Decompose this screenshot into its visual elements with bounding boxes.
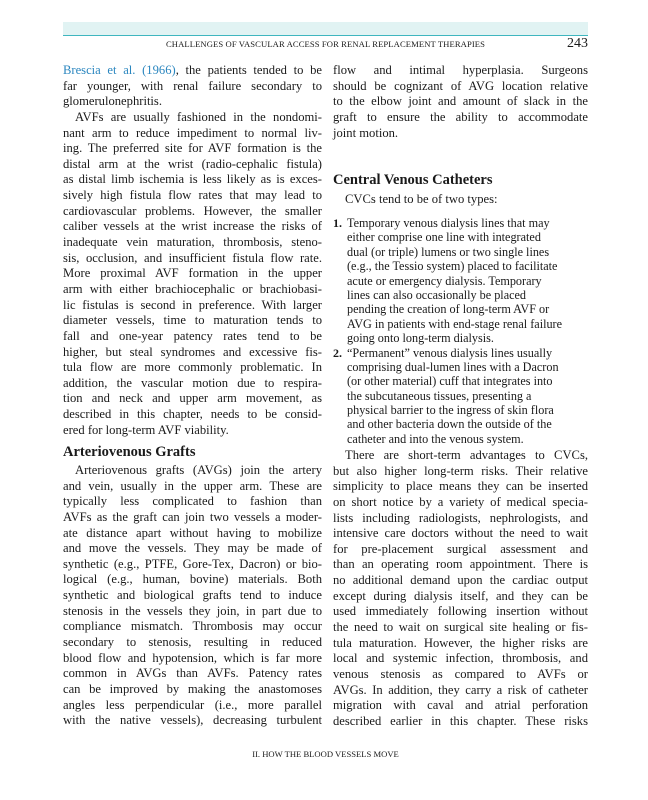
list-item-line: acute or emergency dialysis. Temporary: [347, 273, 542, 288]
text-line: synthetic and biological grafts tend to induce: [63, 588, 322, 603]
text-line: for pre-placement surgical assessment and: [333, 541, 588, 556]
text-line: common in AVGs than AVFs. Patency rates: [63, 666, 322, 681]
text-line: joint motion.: [333, 125, 399, 140]
cvc-risks-text: [333, 448, 588, 730]
text-line: compliance mismatch. Thrombosis may occur: [63, 619, 322, 634]
text-line: described in this chapter, needs to be consid-: [63, 407, 322, 422]
text-line: lic fistulas is second in preference. With larger: [63, 297, 322, 312]
text-line: caliber vessels at the wrist increase the risks of: [63, 219, 322, 234]
text-line: sis, occlusion, and insufficient fistula flow rate.: [63, 250, 322, 265]
text-line: higher, but steal syndromes and excessive fis-: [63, 344, 322, 359]
text-line: except during dialysis itself, and they can be: [333, 588, 588, 603]
list-item-line: going onto long-term dialysis.: [347, 331, 494, 346]
section-heading-arteriovenous-grafts: Arteriovenous Grafts: [63, 444, 196, 460]
list-item-line: physical barrier to the ingress of skin flora: [347, 403, 554, 418]
list-item-line: pending the creation of long-term AVF or: [347, 302, 550, 317]
text-line: blood flow and hypotension, which is far more: [63, 650, 322, 665]
text-line: AVFs are usually fashioned in the nondomi-: [75, 109, 322, 124]
text-line: glomerulonephritis.: [63, 94, 162, 109]
text-line: Arteriovenous grafts (AVGs) join the artery: [75, 463, 322, 477]
list-number: 2.: [333, 345, 342, 360]
list-item-line: (e.g., the Tessio system) placed to facilitate: [347, 259, 558, 274]
list-item: [333, 346, 588, 447]
text-line: [63, 63, 322, 79]
text-line: distal arm at the wrist (radio-cephalic fistula): [63, 156, 322, 171]
text-line: synthetic (e.g., PTFE, Gore-Tex, Dacron) or bio-: [63, 556, 322, 571]
text-line: the need to wait on surgical site healing or fis-: [333, 620, 588, 635]
list-item-line: lines can also occasionally be placed: [347, 287, 527, 302]
text-line: and move the vessels. They may be made of: [63, 541, 322, 556]
text-line: inadequate vein maturation, thrombosis, steno-: [63, 235, 322, 250]
text-line: There are short-term advantages to CVCs,: [345, 448, 588, 462]
text-line: but also higher long-term risks. Their relative: [333, 463, 588, 478]
cvc-type-list: [333, 216, 588, 446]
text-line: AVFs as the graft can join two vessels a moder-: [63, 509, 322, 524]
list-item-line: and other bacteria down the outside of the: [347, 417, 552, 432]
text-line: typically less complicated to fashion than: [63, 494, 322, 509]
text-line: sively high fistula flow rates that may lead to: [63, 188, 322, 203]
text-line: cardiovascular problems. However, the smaller: [63, 203, 322, 218]
text-line: More proximal AVF formation in the upper: [63, 266, 322, 281]
text-line: should be cognizant of AVG location relative: [333, 78, 588, 93]
running-title: CHALLENGES OF VASCULAR ACCESS FOR RENAL REPLACEMENT THERAPIES: [165, 39, 486, 49]
text-line: simplicity to place means they can be inserted: [333, 479, 588, 494]
header-band: [63, 22, 588, 36]
text-line: diameter vessels, time to maturation tends to: [63, 313, 322, 328]
text-line: on short notice by a variety of medical specia-: [333, 494, 588, 509]
text-line: nant arm to reduce impediment to normal liv-: [63, 125, 322, 140]
text-line: ing. The preferred site for AVF formation is the: [63, 141, 322, 156]
text-line: far younger, with renal failure secondary to: [63, 78, 322, 93]
text-line: lists including radiologists, nephrologists, and: [333, 510, 588, 525]
text-line: graft to ensure the ability to accommodate: [333, 109, 588, 124]
list-item-line: (or other material) cuff that integrates into: [347, 374, 553, 389]
text-line: secondary to stenosis, resulting in reduced: [63, 635, 322, 650]
text-line: migration with caval and atrial perforation: [333, 698, 588, 713]
text-line: can be improved by making the anastomoses: [63, 681, 322, 696]
list-item-line: “Permanent” venous dialysis lines usually: [347, 345, 553, 360]
text-line: with the native vessels), decreasing turbulent: [63, 713, 322, 728]
list-item-line: either comprise one line with integrated: [347, 230, 541, 245]
citation-link[interactable]: Brescia et al. (1966): [63, 63, 176, 77]
list-number: 1.: [333, 216, 342, 230]
arteriovenous-grafts-text: [63, 463, 322, 729]
text-line: fall and one-year patency rates tend to be: [63, 328, 322, 343]
text-line: intensive care doctors without the need to wait: [333, 526, 588, 541]
list-item-line: the subcutaneous tissues, presenting a: [347, 388, 532, 403]
page-number: 243: [567, 36, 588, 51]
footer-part-title: II. HOW THE BLOOD VESSELS MOVE: [252, 749, 399, 759]
list-item-line: catheter and into the venous system.: [347, 431, 524, 446]
left-column-text: [63, 63, 322, 438]
text-line: logical (e.g., human, bovine) materials. Both: [63, 572, 322, 587]
section-heading-central-venous-catheters: Central Venous Catheters: [333, 172, 493, 188]
text-line: to the elbow joint and amount of slack in the: [333, 94, 588, 109]
list-item-line: Temporary venous dialysis lines that may: [347, 216, 550, 230]
text-line: AVGs. In addition, they carry a risk of catheter: [333, 682, 588, 697]
text-line: venous stenosis as compared to AVFs or: [333, 666, 588, 681]
text-line: described earlier in this chapter. These risks: [333, 713, 588, 728]
text-line: arm with either brachiocephalic or brachiobasi-: [63, 281, 322, 296]
text-line: addition, the vascular motion due to respira-: [63, 375, 322, 390]
cvc-intro: CVCs tend to be of two types:: [345, 192, 498, 206]
text-line-rest: , the patients tended to be: [175, 63, 323, 77]
text-line: as distal limb ischemia is less likely as is exces-: [63, 172, 322, 187]
text-line: tion and neck and upper arm movement, as: [63, 391, 322, 406]
text-line: tula maturation. However, the higher risks are: [333, 635, 588, 650]
text-line: angles less perpendicular (i.e., more parallel: [63, 697, 322, 712]
text-line: no additional demand upon the cardiac output: [333, 573, 588, 588]
text-line: stenosis in the vessels they join, in part due to: [63, 603, 322, 618]
list-item-line: AVG in patients with end-stage renal failure: [347, 316, 563, 331]
list-item: [333, 216, 588, 346]
text-line: than an operating room appointment. There is: [333, 557, 588, 572]
text-line: local and systemic infection, thrombosis, and: [333, 651, 588, 666]
list-item-line: dual (or triple) lumens or two single lines: [347, 244, 550, 259]
text-line: flow and intimal hyperplasia. Surgeons: [333, 63, 588, 77]
text-line: tula flow are more commonly problematic. In: [63, 360, 322, 375]
text-line: used immediately following insertion without: [333, 604, 588, 619]
text-line: and vein, usually in the upper arm. These are: [63, 478, 322, 493]
right-column-text: [333, 63, 588, 141]
list-item-line: comprising dual-lumen lines with a Dacron: [347, 359, 559, 374]
text-line: ered for long-term AVF viability.: [63, 422, 229, 437]
text-line: ate distance apart without having to mobilize: [63, 525, 322, 540]
